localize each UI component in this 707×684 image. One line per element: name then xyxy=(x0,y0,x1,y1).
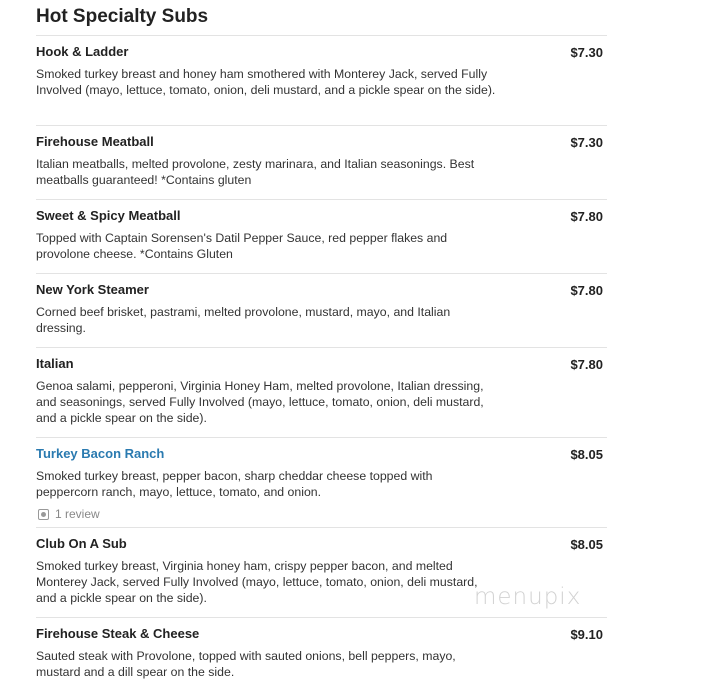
item-price: $7.80 xyxy=(570,283,603,298)
item-description: Smoked turkey breast, pepper bacon, sharp cheddar cheese topped with peppercorn ranch, mayo, lettuce, tomato, and onion. xyxy=(36,469,433,499)
item-name: New York Steamer xyxy=(36,282,149,297)
item-name: Italian xyxy=(36,356,74,371)
item-description: Genoa salami, pepperoni, Virginia Honey Ham, melted provolone, Italian dressing, and seasonings, served Fully Involved (mayo, lettuce, tomato, onion, deli mustard, and a pickle spear on the side). xyxy=(36,379,484,425)
item-name: Club On A Sub xyxy=(36,536,127,551)
menu-item xyxy=(36,273,607,348)
menu-item xyxy=(36,35,607,126)
menu-item xyxy=(36,617,607,684)
item-description: Corned beef brisket, pastrami, melted provolone, mustard, mayo, and Italian dressing. xyxy=(36,305,451,335)
item-price: $7.30 xyxy=(570,135,603,150)
item-price: $7.80 xyxy=(570,357,603,372)
watermark: menupix xyxy=(474,584,582,610)
review-icon xyxy=(38,509,49,520)
menu-item xyxy=(36,125,607,200)
item-name: Hook & Ladder xyxy=(36,44,129,59)
item-description: Topped with Captain Sorensen's Datil Pepper Sauce, red pepper flakes and provolone cheese. *Contains Gluten xyxy=(36,231,448,261)
item-description: Sauted steak with Provolone, topped with sauted onions, bell peppers, mayo, mustard and a dill spear on the side. xyxy=(36,649,456,679)
menu-item xyxy=(36,347,607,438)
item-price: $7.80 xyxy=(570,209,603,224)
section-title: Hot Specialty Subs xyxy=(36,6,209,27)
item-name: Firehouse Steak & Cheese xyxy=(36,626,200,641)
item-price: $8.05 xyxy=(570,537,603,552)
item-price: $8.05 xyxy=(570,447,603,462)
item-price: $9.10 xyxy=(570,627,603,642)
review-link[interactable] xyxy=(38,507,100,521)
item-price: $7.30 xyxy=(570,45,603,60)
item-name: Firehouse Meatball xyxy=(36,134,154,149)
item-description: Smoked turkey breast and honey ham smothered with Monterey Jack, served Fully Involved (mayo, lettuce, tomato, onion, deli mustard, and a pickle spear on the side). xyxy=(36,67,496,97)
menu-item xyxy=(36,199,607,274)
review-count: 1 review xyxy=(55,507,100,521)
item-description: Smoked turkey breast, Virginia honey ham, crispy pepper bacon, and melted Monterey Jack, served Fully Involved (mayo, lettuce, tomato, onion, deli mustard, and a pickle spear on the side). xyxy=(36,559,478,605)
item-name: Sweet & Spicy Meatball xyxy=(36,208,181,223)
item-description: Italian meatballs, melted provolone, zesty marinara, and Italian seasonings. Best meatballs guaranteed! *Contains gluten xyxy=(36,157,475,187)
menu-item xyxy=(36,437,607,528)
item-name-link[interactable]: Turkey Bacon Ranch xyxy=(36,446,165,461)
